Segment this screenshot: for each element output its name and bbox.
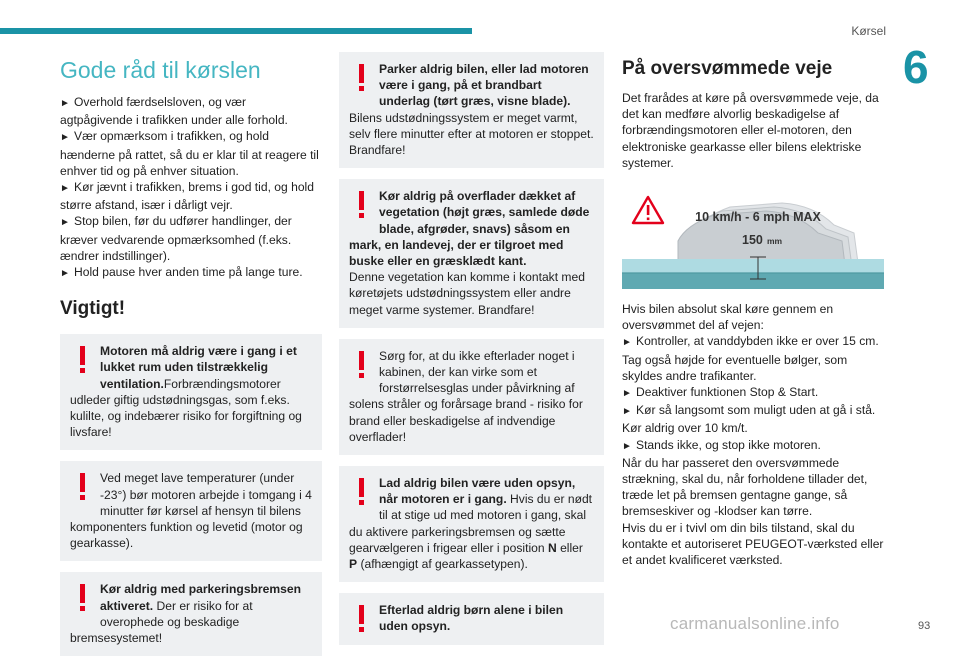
page-number: 93 xyxy=(918,620,931,632)
warning-triangle-icon xyxy=(633,197,663,223)
page-title: Gode råd til kørslen xyxy=(60,57,261,83)
arrow-bullet-icon: ► xyxy=(622,440,632,452)
step-item: ► Stands ikke, og stop ikke motoren. xyxy=(622,437,886,455)
arrow-bullet-icon: ► xyxy=(60,217,70,229)
warning-box: Motoren må aldrig være i gang i et lukket rum uden tilstrækkelig ventilation.Forbrændingsmotorer udleder giftig udstødningsgas, som f.eks. kulilte, og indebærer risiko for forgiftning og livsfare! xyxy=(60,334,322,450)
tip-item: ► Kør jævnt i trafikken, brems i god tid, og hold større afstand, især i dårligt vejr. xyxy=(60,180,314,213)
flooded-roads-heading: På oversvømmede veje xyxy=(622,58,833,79)
step-item: ► Deaktiver funktionen Stop & Start. xyxy=(622,384,886,402)
arrow-bullet-icon: ► xyxy=(622,388,632,400)
warning-box: Lad aldrig bilen være uden opsyn, når motoren er i gang. Hvis du er nødt til at stige ud med motoren i gang, skal du aktivere parkeringsbremsen og sætte gearvælgeren i frigear eller i position N eller P (afhængigt af gearkassetypen). xyxy=(339,466,604,582)
warning-box: Efterlad aldrig børn alene i bilen uden opsyn. xyxy=(339,593,604,644)
arrow-bullet-icon: ► xyxy=(60,132,70,144)
warning-exclamation-icon xyxy=(70,581,98,615)
warning-box: Kør aldrig på overflader dækket af vegetation (højt græs, samlede døde blade, afgrøder, snavs) såsom en mark, en landevej, der er tilgroet med buske eller en græsklædt kant. Denne vegetation kan komme i kontakt med køretøjets udstødningssystem eller andre meget varme systemer. Brandfare! xyxy=(339,179,604,328)
header-accent-bar xyxy=(0,28,472,34)
arrow-bullet-icon: ► xyxy=(622,337,632,349)
tip-item: ► Vær opmærksom i trafikken, og hold hænderne på rattet, så du er klar til at reagere til enhver tid og på enhver situation. xyxy=(60,129,319,178)
max-depth-label: 150 xyxy=(742,233,763,248)
warning-box: Ved meget lave temperaturer (under -23°) bør motoren arbejde i tomgang i 4 minutter før kørsel af hensyn til bilens komponenters funktion og levetid (motor og gearkasse). xyxy=(60,461,322,561)
arrow-bullet-icon: ► xyxy=(622,406,632,418)
column-driving-tips xyxy=(60,52,322,667)
flooded-road-diagram xyxy=(622,181,884,289)
flooded-intro: Det frarådes at køre på oversvømmede veje, da det kan medføre alvorlig beskadigelse af forbrændingsmotoren eller el-motoren, den elektroniske gearkasse eller bilens elektriske systemer. xyxy=(622,91,879,170)
chapter-number: 6 xyxy=(903,41,929,93)
arrow-bullet-icon: ► xyxy=(60,98,70,109)
watermark: carmanualsonline.info xyxy=(670,614,840,633)
step-item: ► Kør så langsomt som muligt uden at gå i stå. Kør aldrig over 10 km/t. xyxy=(622,403,876,436)
step-item: ► Kontroller, at vanddybden ikke er over 15 cm. Tag også højde for eventuelle bølger, som skyldes andre trafikanter. xyxy=(622,334,879,383)
tip-item: ► Overhold færdselsloven, og vær agtpågivende i trafikken under alle forhold. xyxy=(60,95,288,128)
section-name: Kørsel xyxy=(851,24,886,38)
important-heading: Vigtigt! xyxy=(60,298,126,320)
arrow-bullet-icon: ► xyxy=(60,268,70,280)
warning-exclamation-icon xyxy=(349,61,377,95)
arrow-bullet-icon: ► xyxy=(60,183,70,195)
tip-item: ► Stop bilen, før du udfører handlinger, der kræver vedvarende opmærksomhed (f.eks. ændrer indstillinger). xyxy=(60,214,292,263)
warning-exclamation-icon xyxy=(70,470,98,504)
warning-exclamation-icon xyxy=(70,343,98,377)
warning-box: Sørg for, at du ikke efterlader noget i kabinen, der kan virke som et forstørrelsesglas under påvirkning af solens stråler og forårsage brand - risiko for brand eller beskadigelse af indvendige overflader! xyxy=(339,339,604,455)
warning-exclamation-icon xyxy=(349,348,377,382)
flooded-instructions: Hvis bilen absolut skal køre gennem en oversvømmet del af vejen: ► Kontroller, at vanddybden ikke er over 15 cm. Tag også højde for eventuelle bølger, som skyldes andre trafikanter. ► Deaktiver funktionen Stop & Start. ► Kør så langsomt som muligt uden at gå i stå. Kør aldrig over 10 km/t. ► Stands ikke, og stop ikke motoren. Når du har passeret den oversvømmede strækning, skal du, når forholdene tillader det, træde let på bremsen gentagne gange, så bremseskiver og -klodser kan tørre. Hvis du er i tvivl om din bils tilstand, skal du kontakte et autoriseret PEUGEOT-værksted eller et andet kvalificeret værksted. xyxy=(622,301,886,568)
column-warnings xyxy=(339,52,604,656)
max-speed-label: 10 km/h - 6 mph MAX xyxy=(695,210,821,225)
warning-box: Parker aldrig bilen, eller lad motoren være i gang, på et brandbart underlag (tørt græs, visne blade). Bilens udstødningssystem er meget varmt, selv flere minutter efter at motoren er stoppet. Brandfare! xyxy=(339,52,604,168)
warning-exclamation-icon xyxy=(349,475,377,509)
warning-box: Kør aldrig med parkeringsbremsen aktiveret. Der er risiko for at overophede og beskadige bremsesystemet! xyxy=(60,572,322,656)
tip-list xyxy=(60,94,322,282)
warning-exclamation-icon xyxy=(349,602,377,636)
depth-unit-label: mm xyxy=(767,236,783,247)
tip-item: ► Hold pause hver anden time på lange ture. xyxy=(60,264,322,282)
warning-exclamation-icon xyxy=(349,188,377,222)
column-flooded-roads xyxy=(622,52,886,568)
